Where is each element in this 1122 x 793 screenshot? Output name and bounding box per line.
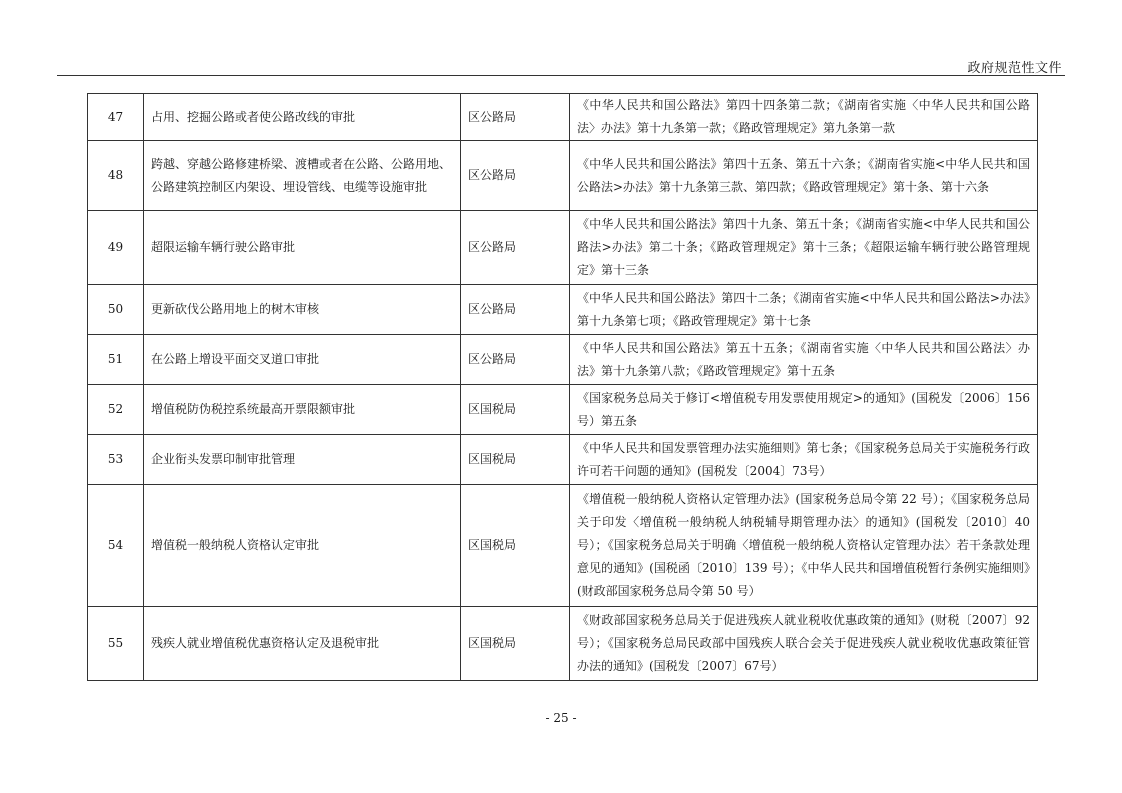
item-name: 跨越、穿越公路修建桥梁、渡槽或者在公路、公路用地、公路建筑控制区内架设、埋设管线、电缆等设施审批 xyxy=(144,141,461,211)
item-legal-basis: 《国家税务总局关于修订<增值税专用发票使用规定>的通知》(国税发〔2006〕156号）第五条 xyxy=(570,385,1038,435)
item-department: 区国税局 xyxy=(461,485,570,607)
item-number: 54 xyxy=(88,485,144,607)
item-legal-basis: 《中华人民共和国发票管理办法实施细则》第七条；《国家税务总局关于实施税务行政许可若干问题的通知》(国税发〔2004〕73号） xyxy=(570,435,1038,485)
table-row xyxy=(88,94,1038,141)
page-number: - 25 - xyxy=(545,711,577,725)
item-name: 更新砍伐公路用地上的树木审核 xyxy=(144,285,461,335)
item-department: 区国税局 xyxy=(461,607,570,681)
table-row xyxy=(88,385,1038,435)
item-name: 超限运输车辆行驶公路审批 xyxy=(144,211,461,285)
item-department: 区国税局 xyxy=(461,385,570,435)
table-row xyxy=(88,285,1038,335)
item-department: 区公路局 xyxy=(461,141,570,211)
table-row xyxy=(88,211,1038,285)
item-department: 区公路局 xyxy=(461,335,570,385)
item-number: 49 xyxy=(88,211,144,285)
item-department: 区公路局 xyxy=(461,285,570,335)
item-legal-basis: 《中华人民共和国公路法》第四十五条、第五十六条；《湖南省实施<中华人民共和国公路法>办法》第十九条第三款、第四款；《路政管理规定》第十条、第十六条 xyxy=(570,141,1038,211)
item-number: 50 xyxy=(88,285,144,335)
item-number: 52 xyxy=(88,385,144,435)
item-department: 区公路局 xyxy=(461,211,570,285)
table-row xyxy=(88,607,1038,681)
approval-items-table xyxy=(87,93,1038,681)
header-rule xyxy=(57,75,1065,76)
item-department: 区国税局 xyxy=(461,435,570,485)
item-legal-basis: 《财政部国家税务总局关于促进残疾人就业税收优惠政策的通知》(财税〔2007〕92号）；《国家税务总局民政部中国残疾人联合会关于促进残疾人就业税收优惠政策征管办法的通知》(国税发〔2007〕67号） xyxy=(570,607,1038,681)
document-category-label: 政府规范性文件 xyxy=(967,61,1062,76)
item-name: 残疾人就业增值税优惠资格认定及退税审批 xyxy=(144,607,461,681)
item-number: 53 xyxy=(88,435,144,485)
item-name: 在公路上增设平面交叉道口审批 xyxy=(144,335,461,385)
item-legal-basis: 《中华人民共和国公路法》第四十二条；《湖南省实施<中华人民共和国公路法>办法》第十九条第七项；《路政管理规定》第十七条 xyxy=(570,285,1038,335)
item-legal-basis: 《中华人民共和国公路法》第四十四条第二款；《湖南省实施〈中华人民共和国公路法〉办法》第十九条第一款；《路政管理规定》第九条第一款 xyxy=(570,94,1038,141)
item-legal-basis: 《中华人民共和国公路法》第四十九条、第五十条；《湖南省实施<中华人民共和国公路法>办法》第二十条；《路政管理规定》第十三条；《超限运输车辆行驶公路管理规定》第十三条 xyxy=(570,211,1038,285)
item-number: 48 xyxy=(88,141,144,211)
item-name: 企业衔头发票印制审批管理 xyxy=(144,435,461,485)
item-legal-basis: 《中华人民共和国公路法》第五十五条；《湖南省实施〈中华人民共和国公路法〉办法》第十九条第八款；《路政管理规定》第十五条 xyxy=(570,335,1038,385)
item-number: 47 xyxy=(88,94,144,141)
item-department: 区公路局 xyxy=(461,94,570,141)
table-row xyxy=(88,435,1038,485)
item-number: 55 xyxy=(88,607,144,681)
table-row xyxy=(88,485,1038,607)
table-row xyxy=(88,335,1038,385)
item-number: 51 xyxy=(88,335,144,385)
table-row xyxy=(88,141,1038,211)
item-name: 增值税一般纳税人资格认定审批 xyxy=(144,485,461,607)
item-legal-basis: 《增值税一般纳税人资格认定管理办法》(国家税务总局令第 22 号）；《国家税务总局关于印发〈增值税一般纳税人纳税辅导期管理办法〉的通知》(国税发〔2010〕40 号）；《国家税务总局关于明确〈增值税一般纳税人资格认定管理办法〉若干条款处理意见的通知》(国税函〔2010〕139 号）；《中华人民共和国增值税暂行条例实施细则》(财政部国家税务总局令第 50 号） xyxy=(570,485,1038,607)
item-name: 占用、挖掘公路或者使公路改线的审批 xyxy=(144,94,461,141)
item-name: 增值税防伪税控系统最高开票限额审批 xyxy=(144,385,461,435)
